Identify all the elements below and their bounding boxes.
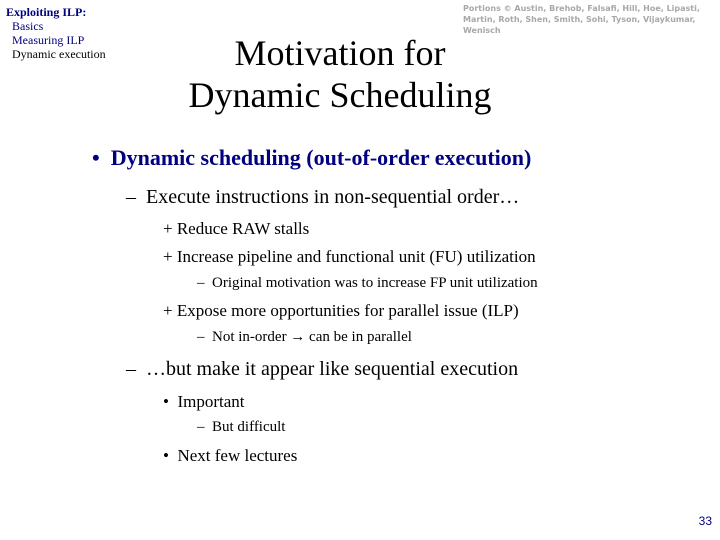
bullet-marker: + xyxy=(163,219,173,238)
bullet-execute-nonsequential xyxy=(126,186,519,209)
nav-title: Exploiting ILP: xyxy=(6,5,87,19)
bullet-marker: – xyxy=(197,329,205,345)
bullet-marker: – xyxy=(126,358,136,380)
bullet-text: Important xyxy=(177,392,245,411)
bullet-text: Execute instructions in non-sequential order… xyxy=(146,186,520,208)
page-number: 33 xyxy=(698,514,712,528)
bullet-next-lectures xyxy=(163,446,297,466)
bullet-but-difficult xyxy=(197,419,285,436)
bullet-text: Increase pipeline and functional unit (FU) utilization xyxy=(176,247,536,266)
bullet-marker: – xyxy=(197,275,205,291)
bullet-dynamic-scheduling xyxy=(92,145,531,171)
section-nav xyxy=(6,5,106,61)
bullet-text: Dynamic scheduling (out-of-order execution) xyxy=(110,145,532,170)
bullet-marker: – xyxy=(126,186,136,208)
bullet-fp-motivation xyxy=(197,275,538,292)
slide-title-line2: Dynamic Scheduling xyxy=(188,75,492,115)
bullet-appear-sequential xyxy=(126,358,518,381)
bullet-marker: • xyxy=(163,446,169,465)
bullet-marker: – xyxy=(197,419,205,435)
bullet-marker: • xyxy=(92,145,100,170)
bullet-marker: + xyxy=(163,247,173,266)
slide-title xyxy=(140,32,540,116)
bullet-text: Reduce RAW stalls xyxy=(176,219,310,238)
bullet-text: Original motivation was to increase FP unit utilization xyxy=(212,275,538,291)
slide-title-line1: Motivation for xyxy=(234,33,446,73)
bullet-marker: • xyxy=(163,392,169,411)
bullet-important xyxy=(163,392,245,412)
bullet-not-in-order xyxy=(197,329,412,346)
nav-item-measuring-ilp[interactable]: Measuring ILP xyxy=(12,33,85,47)
bullet-text: Not in-order → can be in parallel xyxy=(212,329,412,345)
bullet-marker: + xyxy=(163,301,173,320)
bullet-reduce-raw xyxy=(163,219,309,239)
nav-item-basics[interactable]: Basics xyxy=(12,19,44,33)
bullet-text: …but make it appear like sequential execution xyxy=(146,358,519,380)
bullet-text: Next few lectures xyxy=(177,446,298,465)
nav-item-dynamic-execution[interactable]: Dynamic execution xyxy=(12,47,106,61)
bullet-text: Expose more opportunities for parallel issue (ILP) xyxy=(176,301,519,320)
copyright-notice: Portions © Austin, Brehob, Falsafi, Hill, Hoe, Lipasti, Martin, Roth, Shen, Smith, Sohi, Tyson, Vijaykumar, Wenisch xyxy=(463,4,700,35)
bullet-text: But difficult xyxy=(212,419,286,435)
bullet-expose-ilp xyxy=(163,301,519,321)
bullet-increase-utilization xyxy=(163,247,536,267)
